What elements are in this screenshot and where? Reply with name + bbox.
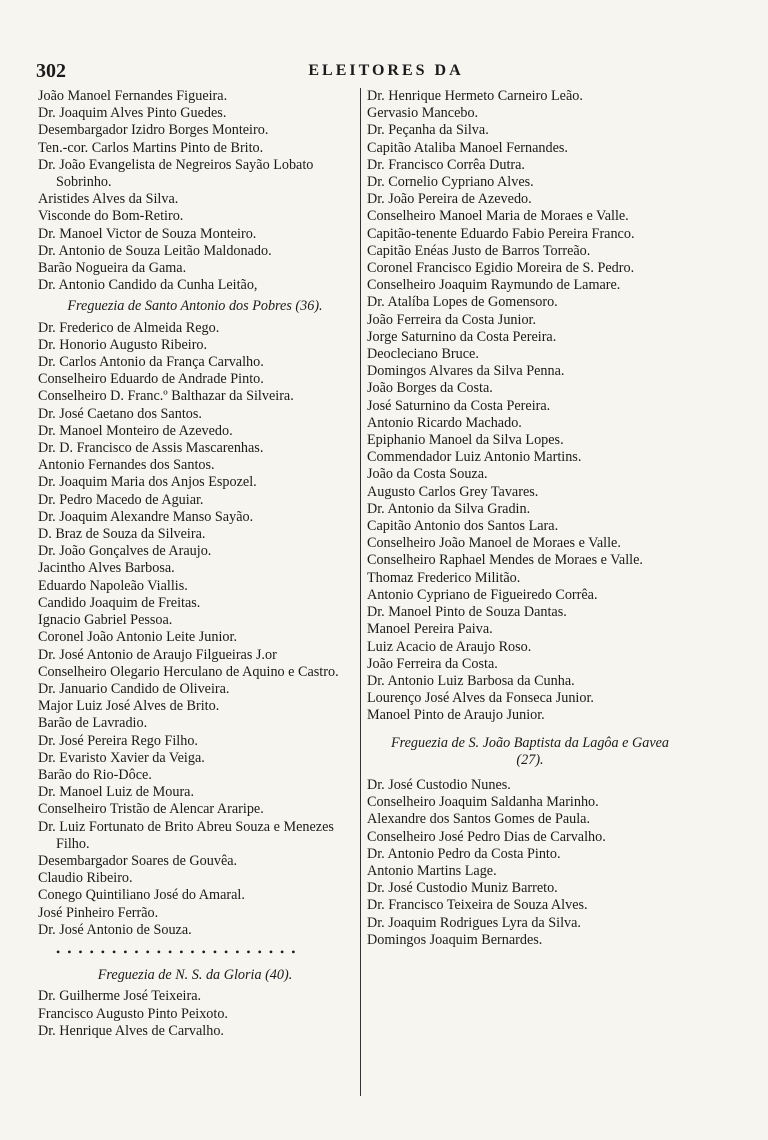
elector-entry: Desembargador Izidro Borges Monteiro. bbox=[38, 122, 269, 139]
right-top-list bbox=[367, 88, 693, 725]
elector-entry: Ignacio Gabriel Pessoa. bbox=[38, 612, 173, 629]
elector-entry: Dr. Joaquim Rodrigues Lyra da Silva. bbox=[367, 914, 581, 931]
elector-entry: Manoel Pinto de Araujo Junior. bbox=[367, 707, 545, 724]
elector-entry: Coronel João Antonio Leite Junior. bbox=[38, 629, 237, 646]
elector-entry: Dr. Frederico de Almeida Rego. bbox=[38, 319, 220, 336]
elector-entry: Conselheiro Eduardo de Andrade Pinto. bbox=[38, 371, 264, 388]
elector-entry: Conselheiro Tristão de Alencar Araripe. bbox=[38, 801, 264, 818]
page-number: 302 bbox=[36, 60, 66, 82]
elector-entry: Dr. Manoel Victor de Souza Monteiro. bbox=[38, 225, 257, 242]
elector-entry: Dr. João Evangelista de Negreiros Sayão Lobato Sobrinho. bbox=[38, 156, 314, 191]
section-heading-lagoa: Freguezia de S. João Baptista da Lagôa e Gavea (27). bbox=[390, 734, 670, 768]
elector-entry: Dr. Antonio da Silva Gradin. bbox=[367, 500, 531, 517]
elector-entry: Alexandre dos Santos Gomes de Paula. bbox=[367, 811, 591, 828]
elector-entry: Conselheiro Raphael Mendes de Moraes e Valle. bbox=[367, 552, 643, 569]
elector-entry: Major Luiz José Alves de Brito. bbox=[38, 698, 220, 715]
elector-entry: João Borges da Costa. bbox=[367, 380, 493, 397]
elector-entry: Barão de Lavradio. bbox=[38, 715, 148, 732]
elector-entry: Dr. Carlos Antonio da França Carvalho. bbox=[38, 354, 264, 371]
right-column bbox=[360, 88, 693, 1096]
elector-entry: Dr. Manoel Monteiro de Azevedo. bbox=[38, 422, 233, 439]
dotted-separator: • • • • • • • • • • • • • • • • • • • • • • bbox=[56, 944, 298, 959]
elector-entry: Dr. Joaquim Maria dos Anjos Espozel. bbox=[38, 474, 257, 491]
elector-entry: Epiphanio Manoel da Silva Lopes. bbox=[367, 432, 564, 449]
elector-entry: Dr. Antonio Luiz Barbosa da Cunha. bbox=[367, 672, 575, 689]
elector-entry: João Manoel Fernandes Figueira. bbox=[38, 88, 228, 104]
elector-entry: D. Braz de Souza da Silveira. bbox=[38, 526, 206, 543]
elector-entry: Capitão-tenente Eduardo Fabio Pereira Franco. bbox=[367, 225, 635, 242]
elector-entry: Dr. Henrique Alves de Carvalho. bbox=[38, 1022, 224, 1039]
elector-entry: Jorge Saturnino da Costa Pereira. bbox=[367, 328, 557, 345]
section-heading-santo-antonio: Freguezia de Santo Antonio dos Pobres (36). bbox=[67, 298, 323, 315]
elector-entry: Desembargador Soares de Gouvêa. bbox=[38, 852, 238, 869]
elector-entry: Domingos Alvares da Silva Penna. bbox=[367, 363, 565, 380]
elector-entry: Jacintho Alves Barbosa. bbox=[38, 560, 175, 577]
elector-entry: João Ferreira da Costa Junior. bbox=[367, 311, 537, 328]
elector-entry: Conego Quintiliano José do Amaral. bbox=[38, 887, 245, 904]
elector-entry: Dr. Guilherme José Teixeira. bbox=[38, 988, 202, 1005]
elector-entry: José Pinheiro Ferrão. bbox=[38, 904, 159, 921]
gloria-list bbox=[38, 988, 352, 1040]
elector-entry: Dr. Henrique Hermeto Carneiro Leão. bbox=[367, 88, 583, 104]
elector-entry: Visconde do Bom-Retiro. bbox=[38, 208, 184, 225]
elector-entry: Aristides Alves da Silva. bbox=[38, 191, 179, 208]
elector-entry: Ten.-cor. Carlos Martins Pinto de Brito. bbox=[38, 139, 264, 156]
elector-entry: Dr. Francisco Teixeira de Souza Alves. bbox=[367, 897, 588, 914]
elector-entry: Barão do Rio-Dôce. bbox=[38, 766, 152, 783]
elector-entry: Dr. João Pereira de Azevedo. bbox=[367, 191, 532, 208]
elector-entry: Capitão Enéas Justo de Barros Torreão. bbox=[367, 242, 591, 259]
elector-entry: Dr. Francisco Corrêa Dutra. bbox=[367, 156, 525, 173]
elector-entry: Antonio Fernandes dos Santos. bbox=[38, 457, 215, 474]
elector-entry: Antonio Cypriano de Figueiredo Corrêa. bbox=[367, 586, 598, 603]
elector-entry: Capitão Ataliba Manoel Fernandes. bbox=[367, 139, 568, 156]
elector-entry: Dr. Honorio Augusto Ribeiro. bbox=[38, 336, 208, 353]
elector-entry: Dr. José Custodio Muniz Barreto. bbox=[367, 880, 558, 897]
elector-entry: Luiz Acacio de Araujo Roso. bbox=[367, 638, 532, 655]
lagoa-list bbox=[367, 777, 693, 949]
elector-entry: Dr. Manoel Luiz de Moura. bbox=[38, 784, 195, 801]
elector-entry: João da Costa Souza. bbox=[367, 466, 488, 483]
elector-entry: Dr. Joaquim Alexandre Manso Sayão. bbox=[38, 508, 254, 525]
left-top-list bbox=[38, 88, 352, 294]
elector-entry: Conselheiro D. Franc.º Balthazar da Silveira. bbox=[38, 388, 294, 405]
elector-entry: Capitão Antonio dos Santos Lara. bbox=[367, 518, 559, 535]
elector-entry: Commendador Luiz Antonio Martins. bbox=[367, 449, 582, 466]
elector-entry: Dr. José Custodio Nunes. bbox=[367, 776, 511, 793]
elector-entry: Antonio Ricardo Machado. bbox=[367, 414, 522, 431]
elector-entry: Candido Joaquim de Freitas. bbox=[38, 594, 201, 611]
elector-entry: João Ferreira da Costa. bbox=[367, 655, 498, 672]
elector-entry: Conselheiro Olegario Herculano de Aquino e Castro. bbox=[38, 663, 339, 680]
elector-entry: Dr. Pedro Macedo de Aguiar. bbox=[38, 491, 204, 508]
elector-entry: Francisco Augusto Pinto Peixoto. bbox=[38, 1005, 228, 1022]
page-title: ELEITORES DA bbox=[308, 62, 464, 79]
elector-entry: Dr. Manoel Pinto de Souza Dantas. bbox=[367, 604, 567, 621]
elector-entry: Barão Nogueira da Gama. bbox=[38, 260, 187, 277]
elector-entry: Dr. José Antonio de Araujo Filgueiras J.or bbox=[38, 646, 277, 663]
elector-entry: Dr. Joaquim Alves Pinto Guedes. bbox=[38, 105, 227, 122]
elector-entry: Dr. Atalíba Lopes de Gomensoro. bbox=[367, 294, 558, 311]
elector-entry: Thomaz Frederico Militão. bbox=[367, 569, 521, 586]
elector-entry: Conselheiro Joaquim Saldanha Marinho. bbox=[367, 794, 599, 811]
santo-antonio-list bbox=[38, 320, 352, 939]
elector-entry: Dr. José Pereira Rego Filho. bbox=[38, 732, 198, 749]
elector-entry: Dr. Evaristo Xavier da Veiga. bbox=[38, 749, 205, 766]
section-heading-gloria: Freguezia de N. S. da Gloria (40). bbox=[97, 967, 293, 984]
elector-entry: Dr. Antonio Pedro da Costa Pinto. bbox=[367, 845, 561, 862]
elector-entry: Eduardo Napoleão Viallis. bbox=[38, 577, 188, 594]
elector-entry: Dr. Antonio Candido da Cunha Leitão, bbox=[38, 277, 258, 294]
elector-entry: José Saturnino da Costa Pereira. bbox=[367, 397, 551, 414]
elector-entry: Augusto Carlos Grey Tavares. bbox=[367, 483, 539, 500]
elector-entry: Deocleciano Bruce. bbox=[367, 346, 479, 363]
elector-entry: Dr. João Gonçalves de Araujo. bbox=[38, 543, 212, 560]
elector-entry: Dr. Januario Candido de Oliveira. bbox=[38, 680, 230, 697]
elector-entry: Claudio Ribeiro. bbox=[38, 870, 133, 887]
elector-entry: Domingos Joaquim Bernardes. bbox=[367, 931, 543, 948]
elector-entry: Antonio Martins Lage. bbox=[367, 862, 497, 879]
elector-entry: Dr. José Caetano dos Santos. bbox=[38, 405, 202, 422]
elector-entry: Conselheiro Joaquim Raymundo de Lamare. bbox=[367, 277, 621, 294]
page-header bbox=[36, 60, 736, 82]
elector-entry: Dr. Peçanha da Silva. bbox=[367, 122, 489, 139]
elector-entry: Conselheiro Manoel Maria de Moraes e Valle. bbox=[367, 208, 629, 225]
elector-entry: Dr. Cornelio Cypriano Alves. bbox=[367, 174, 534, 191]
elector-entry: Lourenço José Alves da Fonseca Junior. bbox=[367, 690, 594, 707]
left-column bbox=[38, 88, 352, 1040]
elector-entry: Dr. Antonio de Souza Leitão Maldonado. bbox=[38, 242, 272, 259]
elector-entry: Dr. D. Francisco de Assis Mascarenhas. bbox=[38, 440, 264, 457]
elector-entry: Gervasio Mancebo. bbox=[367, 105, 479, 122]
elector-entry: Coronel Francisco Egidio Moreira de S. Pedro. bbox=[367, 260, 635, 277]
elector-entry: Manoel Pereira Paiva. bbox=[367, 621, 493, 638]
elector-entry: Conselheiro José Pedro Dias de Carvalho. bbox=[367, 828, 606, 845]
elector-entry: Dr. Luiz Fortunato de Brito Abreu Souza e Menezes Filho. bbox=[38, 818, 334, 852]
elector-entry: Dr. José Antonio de Souza. bbox=[38, 921, 192, 938]
elector-entry: Conselheiro João Manoel de Moraes e Valle. bbox=[367, 535, 621, 552]
